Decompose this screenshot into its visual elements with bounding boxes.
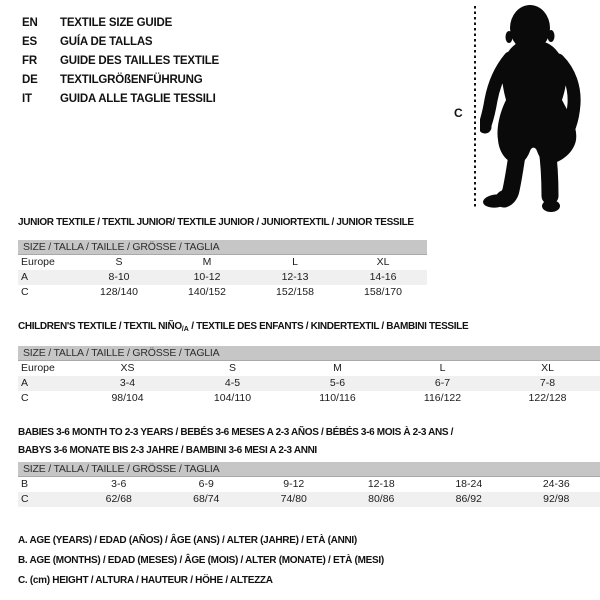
age-cell: 12-18: [367, 478, 395, 490]
height-cell: 110/116: [319, 392, 356, 404]
age-cell: 4-5: [224, 377, 241, 389]
table-row: [18, 361, 600, 376]
language-title: GUIDE DES TAILLES TEXTILE: [60, 55, 219, 67]
height-cell: 128/140: [100, 286, 138, 298]
language-code: IT: [22, 93, 32, 105]
height-cell: 122/128: [528, 392, 567, 404]
height-cell: 86/92: [455, 493, 482, 505]
age-cell: 3-4: [119, 377, 136, 389]
size-cell: XL: [541, 362, 554, 374]
size-cell: M: [202, 256, 212, 268]
table-row: [18, 285, 427, 300]
language-row: [22, 14, 219, 33]
language-code: DE: [22, 74, 38, 86]
size-cell: L: [292, 256, 298, 268]
size-cell: XS: [120, 362, 135, 374]
height-figure: [440, 0, 600, 220]
baby-silhouette-icon: [480, 0, 600, 215]
row-label: A: [21, 377, 29, 389]
section-title-children-post: / TEXTILE DES ENFANTS / KINDERTEXTIL / BAMBINI TESSILE: [188, 321, 469, 332]
table-row: [18, 492, 600, 507]
section-title-children-subscript: /A: [181, 326, 189, 333]
children-size-table: [18, 346, 600, 406]
table-row: [18, 270, 427, 285]
size-header-bar: SIZE / TALLA / TAILLE / GRÖSSE / TAGLIA: [18, 462, 600, 477]
size-cell: L: [439, 362, 446, 374]
language-row: [22, 71, 219, 90]
age-cell: 14-16: [369, 271, 397, 283]
language-title: TEXTILGRÖßENFÜHRUNG: [60, 74, 203, 86]
section-title-babies-line1: BABIES 3-6 MONTH TO 2-3 YEARS / BEBÉS 3-6 MESES A 2-3 AÑOS / BÉBÉS 3-6 MOIS À 2-3 ANS /: [18, 427, 454, 438]
size-cell: S: [115, 256, 123, 268]
table-row: [18, 376, 600, 391]
language-code: FR: [22, 55, 37, 67]
section-title-babies: [18, 424, 453, 460]
legend-notes: [18, 531, 384, 591]
language-row: [22, 90, 219, 109]
language-title: GUÍA DE TALLAS: [60, 36, 153, 48]
row-label: C: [21, 493, 29, 505]
age-cell: 5-6: [329, 377, 346, 389]
size-header-bar: SIZE / TALLA / TAILLE / GRÖSSE / TAGLIA: [18, 240, 427, 255]
note-height-cm: C. (cm) HEIGHT / ALTURA / HAUTEUR / HÖHE / ALTEZZA: [18, 575, 273, 586]
height-cell: 140/152: [188, 286, 226, 298]
table-row: [18, 477, 600, 492]
height-measure-label: C: [454, 106, 463, 120]
section-title-children: [18, 321, 468, 333]
height-cell: 98/104: [111, 392, 144, 404]
language-list: [22, 14, 219, 109]
height-cell: 92/98: [543, 493, 570, 505]
height-cell: 116/122: [423, 392, 462, 404]
age-cell: 24-36: [542, 478, 570, 490]
age-cell: 12-13: [281, 271, 309, 283]
language-code: ES: [22, 36, 37, 48]
language-title: TEXTILE SIZE GUIDE: [60, 17, 173, 29]
age-cell: 9-12: [283, 478, 305, 490]
height-dotted-line: [474, 6, 476, 208]
section-title-junior: JUNIOR TEXTILE / TEXTIL JUNIOR/ TEXTILE JUNIOR / JUNIORTEXTIL / JUNIOR TESSILE: [18, 217, 414, 228]
age-cell: 6-7: [434, 377, 451, 389]
size-cell: S: [228, 362, 236, 374]
height-cell: 68/74: [193, 493, 220, 505]
height-cell: 74/80: [280, 493, 307, 505]
table-row: [18, 255, 427, 270]
age-cell: 18-24: [455, 478, 483, 490]
age-cell: 6-9: [198, 478, 214, 490]
language-title: GUIDA ALLE TAGLIE TESSILI: [60, 93, 216, 105]
size-cell: M: [333, 362, 342, 374]
row-label: A: [21, 271, 29, 283]
row-label: B: [21, 478, 29, 490]
table-row: [18, 391, 600, 406]
section-title-babies-line2: BABYS 3-6 MONATE BIS 2-3 JAHRE / BAMBINI 3-6 MESI A 2-3 ANNI: [18, 445, 317, 456]
height-cell: 104/110: [213, 392, 252, 404]
language-code: EN: [22, 17, 38, 29]
row-label: Europe: [21, 362, 55, 374]
row-label: C: [21, 286, 29, 298]
age-cell: 8-10: [108, 271, 130, 283]
height-cell: 62/68: [105, 493, 132, 505]
section-title-children-pre: CHILDREN'S TEXTILE / TEXTIL NIÑO: [18, 321, 182, 332]
junior-size-table: [18, 240, 427, 300]
age-cell: 7-8: [539, 377, 556, 389]
size-header-bar: SIZE / TALLA / TAILLE / GRÖSSE / TAGLIA: [18, 346, 600, 361]
age-cell: 10-12: [193, 271, 221, 283]
row-label: C: [21, 392, 29, 404]
row-label: Europe: [21, 256, 55, 268]
height-cell: 158/170: [364, 286, 402, 298]
note-age-months: B. AGE (MONTHS) / EDAD (MESES) / ÂGE (MOIS) / ALTER (MONATE) / ETÀ (MESI): [18, 555, 384, 566]
note-age-years: A. AGE (YEARS) / EDAD (AÑOS) / ÂGE (ANS) / ALTER (JAHRE) / ETÀ (ANNI): [18, 535, 357, 546]
size-cell: XL: [376, 256, 390, 268]
height-cell: 152/158: [276, 286, 314, 298]
babies-size-table: [18, 462, 600, 507]
height-cell: 80/86: [368, 493, 395, 505]
language-row: [22, 52, 219, 71]
language-row: [22, 33, 219, 52]
age-cell: 3-6: [111, 478, 127, 490]
